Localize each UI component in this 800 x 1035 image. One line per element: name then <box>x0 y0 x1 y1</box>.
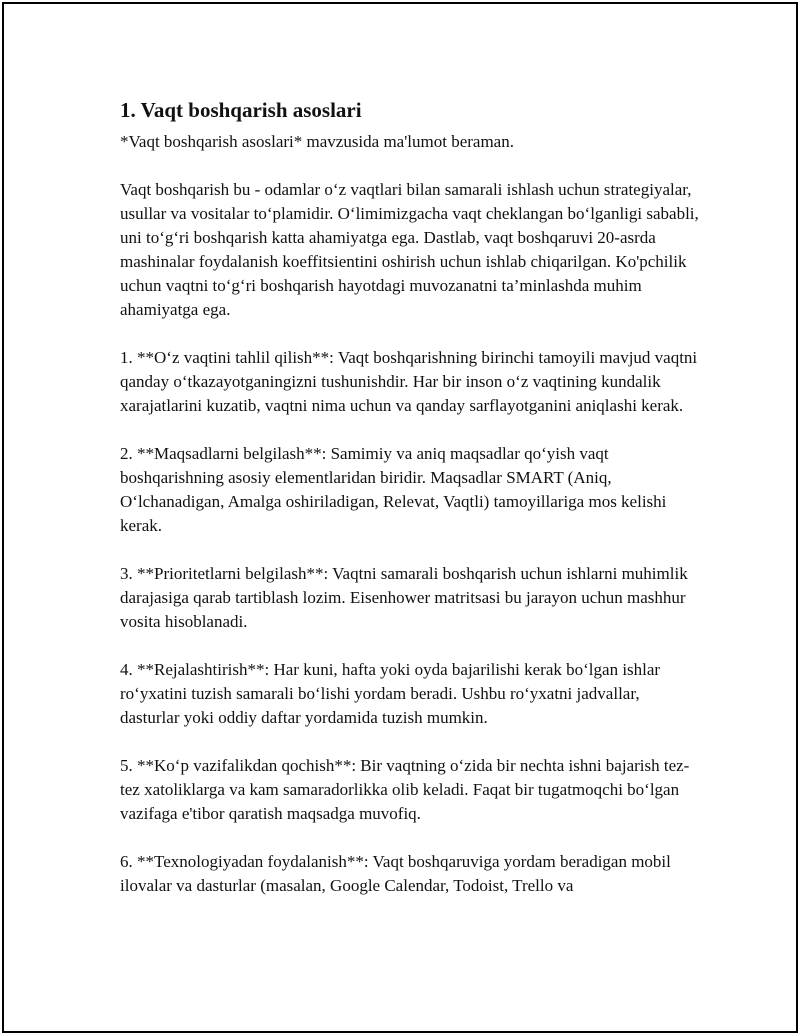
paragraph-time-analysis: 1. **O‘z vaqtini tahlil qilish**: Vaqt boshqarishning birinchi tamoyili mavjud vaqtni qanday o‘tkazayotganingizni tushunishdir. Har bir inson o‘z vaqtining kundalik xarajatlarini kuzatib, vaqtni nima uchun va qanday sarflayotganini aniqlashi kerak. <box>120 348 698 415</box>
paragraph-priorities: 3. **Prioritetlarni belgilash**: Vaqtni samarali boshqarish uchun ishlarni muhimlik darajasiga qarab tartiblash lozim. Eisenhower matritsasi bu jarayon uchun mashhur vosita hisoblanadi. <box>120 564 688 631</box>
page-frame <box>2 2 798 1033</box>
document-title: 1. Vaqt boshqarish asoslari <box>120 98 362 122</box>
document-body <box>120 96 700 922</box>
paragraph-overview: Vaqt boshqarish bu - odamlar o‘z vaqtlari bilan samarali ishlash uchun strategiyalar, usullar va vositalar to‘plamidir. O‘limimizgacha vaqt cheklangan bo‘lganligi sababli, uni to‘g‘ri boshqarish katta ahamiyatga ega. Dastlab, vaqt boshqaruvi 20-asrda mashinalar foydalanish koeffitsientini oshirish uchun ishlab chiqarilgan. Ko'pchilik uchun vaqtni to‘g‘ri boshqarish hayotdagi muvozanatni ta’minlashda muhim ahamiyatga ega. <box>120 180 699 319</box>
paragraph-planning: 4. **Rejalashtirish**: Har kuni, hafta yoki oyda bajarilishi kerak bo‘lgan ishlar ro‘yxatini tuzish samarali bo‘lishi yordam beradi. Ushbu ro‘yxatni jadvallar, dasturlar yoki oddiy daftar yordamida tuzish mumkin. <box>120 660 661 727</box>
intro-paragraph: *Vaqt boshqarish asoslari* mavzusida ma'lumot beraman. <box>120 132 514 151</box>
paragraph-multitasking: 5. **Ko‘p vazifalikdan qochish**: Bir vaqtning o‘zida bir nechta ishni bajarish tez-tez xatoliklarga va kam samaradorlikka olib keladi. Faqat bir tugatmoqchi bo‘lgan vazifaga e'tibor qaratish maqsadga muvofiq. <box>120 756 690 823</box>
paragraph-goal-setting: 2. **Maqsadlarni belgilash**: Samimiy va aniq maqsadlar qo‘yish vaqt boshqarishning asosiy elementlaridan biridir. Maqsadlar SMART (Aniq, O‘lchanadigan, Amalga oshiriladigan, Relevat, Vaqtli) tamoyillariga mos kelishi kerak. <box>120 444 667 535</box>
paragraph-technology: 6. **Texnologiyadan foydalanish**: Vaqt boshqaruviga yordam beradigan mobil ilovalar va dasturlar (masalan, Google Calendar, Todoist, Trello va <box>120 852 671 895</box>
